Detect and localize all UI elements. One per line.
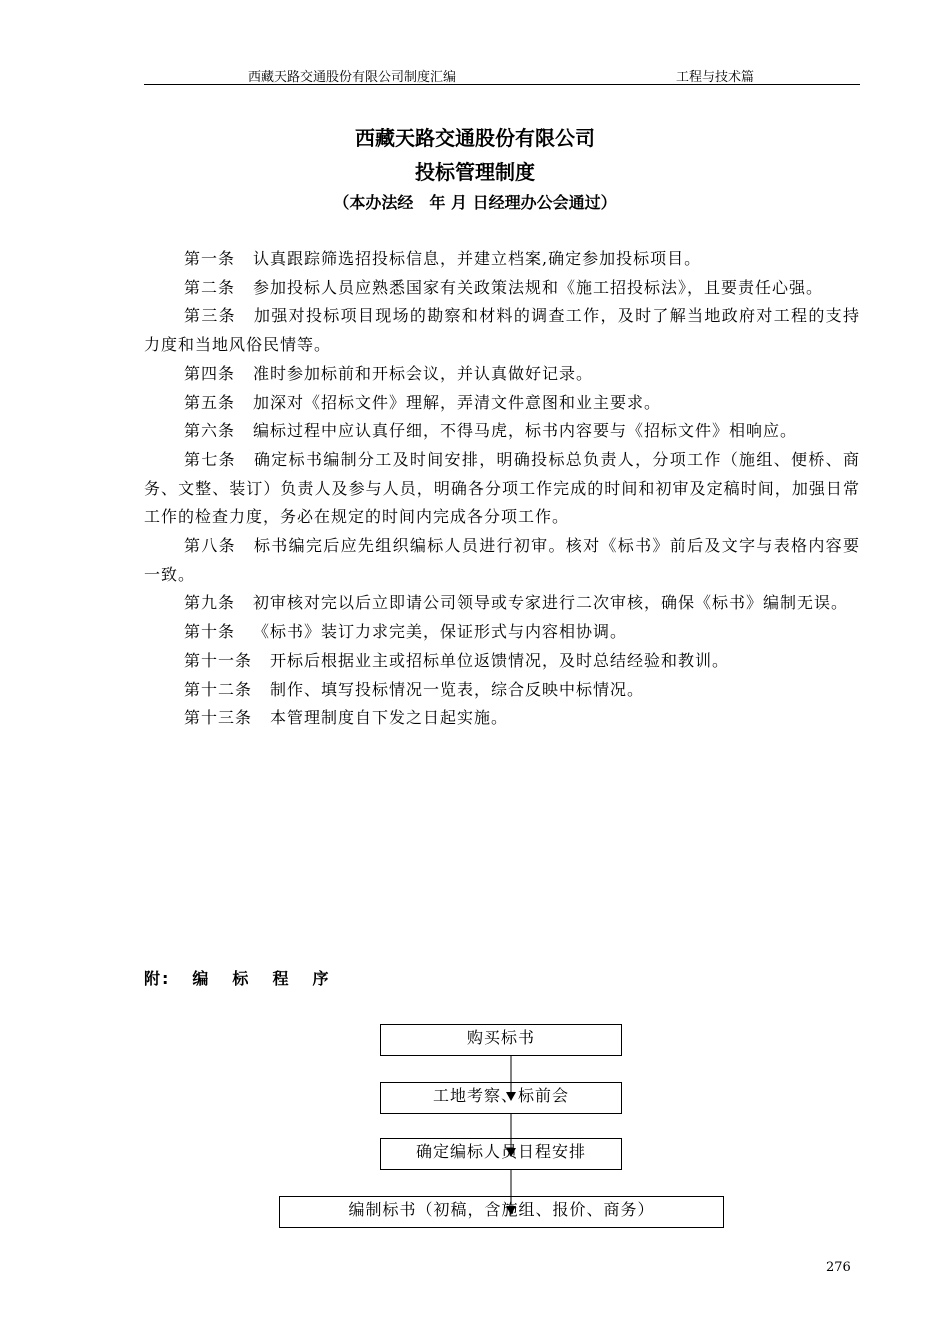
flow-step-buy-tender	[380, 1024, 622, 1056]
article-text: 加强对投标项目现场的勘察和材料的调查工作，及时了解当地政府对工程的支持力度和当地风俗民情等。	[144, 306, 860, 355]
article-number: 第十条	[184, 622, 236, 642]
article-text: 确定标书编制分工及时间安排，明确投标总负责人，分项工作（施组、便桥、商务、文整、装订）负责人及参与人员，明确各分项工作完成的时间和初审及定稿时间，加强日常工作的检查力度，务必在规定的时间内完成各分项工作。	[144, 449, 860, 527]
page-number: 276	[826, 1260, 851, 1275]
article-number: 第十二条	[184, 679, 253, 699]
article-text: 《标书》装订力求完美，保证形式与内容相协调。	[253, 622, 628, 642]
flow-step-label: 编制标书（初稿，含施组、报价、商务）	[348, 1200, 655, 1219]
article-number: 第八条	[184, 536, 236, 556]
article-number: 第六条	[184, 421, 236, 441]
header-right-title: 工程与技术篇	[676, 70, 755, 85]
article-text: 初审核对完以后立即请公司领导或专家进行二次审核，确保《标书》编制无误。	[253, 593, 849, 613]
article-text: 开标后根据业主或招标单位返馈情况，及时总结经验和教训。	[270, 650, 730, 670]
article-number: 第一条	[184, 249, 236, 268]
article-number: 第七条	[184, 449, 236, 469]
article-text: 标书编完后应先组织编标人员进行初审。核对《标书》前后及文字与表格内容要一致。	[144, 536, 860, 584]
document-title: 投标管理制度	[415, 160, 535, 184]
article-number: 第九条	[184, 593, 236, 613]
appendix-char: 程	[272, 969, 291, 988]
article-number: 第二条	[184, 277, 236, 297]
flow-step-label: 确定编标人员日程安排	[415, 1142, 586, 1161]
article-text: 制作、填写投标情况一览表，综合反映中标情况。	[270, 679, 645, 699]
article-text: 本管理制度自下发之日起实施。	[270, 708, 509, 728]
article-number: 第十一条	[184, 650, 253, 670]
appendix-char: 标	[232, 969, 251, 988]
document-subtitle: （本办法经 年 月 日经理办公会通过）	[333, 193, 617, 212]
flow-step-site-survey	[380, 1082, 622, 1114]
appendix-char: 编	[192, 969, 211, 988]
article-text: 准时参加标前和开标会议，并认真做好记录。	[253, 363, 594, 383]
appendix-char: 序	[312, 969, 331, 988]
article-number: 第三条	[184, 306, 236, 326]
flow-step-label: 工地考察、标前会	[432, 1086, 569, 1105]
article-text: 参加投标人员应熟悉国家有关政策法规和《施工招投标法》，且要责任心强。	[253, 277, 824, 297]
header-left-title: 西藏天路交通股份有限公司制度汇编	[248, 70, 457, 85]
article-text: 编标过程中应认真仔细，不得马虎，标书内容要与《招标文件》相响应。	[253, 421, 798, 441]
flow-step-compile-tender	[279, 1196, 724, 1228]
article-number: 第四条	[184, 363, 236, 383]
article-number: 第十三条	[184, 708, 253, 728]
company-title: 西藏天路交通股份有限公司	[355, 126, 595, 150]
article-number: 第五条	[184, 392, 236, 412]
flow-step-label: 购买标书	[466, 1028, 535, 1047]
flow-step-schedule	[380, 1138, 622, 1170]
appendix-prefix: 附:	[144, 969, 171, 988]
article-text: 加深对《招标文件》理解，弄清文件意图和业主要求。	[253, 392, 662, 412]
article-text: 认真跟踪筛选招投标信息，并建立档案,确定参加投标项目。	[253, 249, 702, 268]
